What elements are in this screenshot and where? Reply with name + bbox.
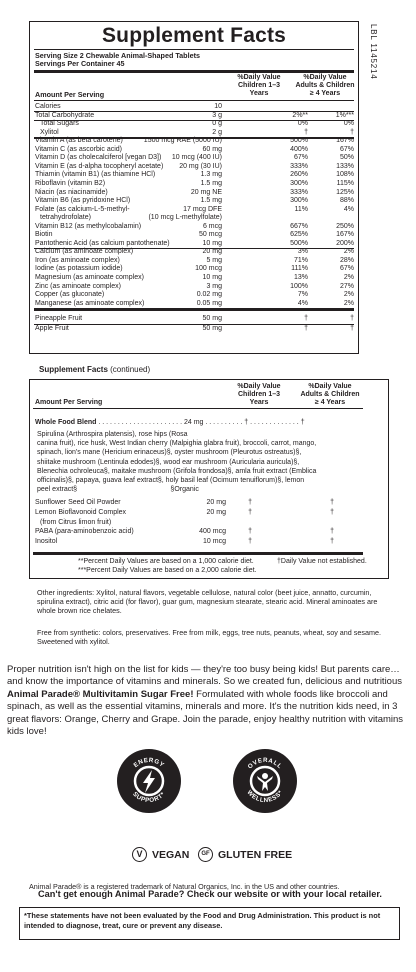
nutrient-amount: 10 mg — [202, 239, 222, 247]
nutrient-name: Total Sugars — [40, 120, 79, 128]
dv-adults: 2% — [343, 291, 354, 299]
nutrient-name: Biotin — [35, 231, 53, 239]
nutrient-name: Iodine (as potassium iodide) — [35, 265, 123, 273]
nutrient-amount: 1.3 mg — [200, 171, 222, 179]
ingredient-name: Inositol — [35, 538, 58, 546]
footnote-1000: **Percent Daily Values are based on a 1,000 calorie diet. — [78, 558, 254, 565]
dv-adults: 200% — [336, 239, 354, 247]
nutrient-name: Zinc (as aminoate complex) — [35, 282, 121, 290]
nutrient-amount: 20 mg NE — [190, 188, 222, 196]
trademark-statement: Animal Parade® is a registered trademark of Natural Organics, Inc. in the US and other countries. — [29, 882, 340, 891]
dv-adults: 88% — [339, 197, 354, 205]
person-icon — [262, 773, 268, 779]
dv-adults: 67% — [339, 145, 354, 153]
dv-children: 260% — [290, 171, 308, 179]
continued-title: Supplement Facts (continued) — [39, 365, 151, 374]
dv-children: 13% — [293, 274, 308, 281]
dv-children: 300% — [290, 197, 308, 205]
nutrient-amount: 60 mg — [202, 145, 222, 153]
svg-text:OVERALL: OVERALL — [246, 756, 284, 771]
dv-adults: 1%*** — [335, 111, 354, 119]
dv-children: 333% — [290, 162, 308, 170]
dv-children: 667% — [290, 222, 308, 230]
facts-row — [30, 171, 358, 179]
dv-children: 333% — [290, 188, 308, 196]
facts-row — [30, 214, 358, 222]
fruit-dv-children: † — [304, 325, 308, 332]
other-ingredient-row — [30, 509, 370, 517]
nutrient-amount: 20 mg — [202, 248, 222, 256]
dv-children: 2%** — [292, 111, 308, 119]
fruit-name: Apple Fruit — [35, 325, 69, 332]
footnote-2000: ***Percent Daily Values are based on a 2,000 calorie diet. — [78, 567, 257, 574]
free-from-statement: Free from synthetic: colors, preservatives. Free from milk, eggs, tree nuts, peanuts, wheat, soy and sesame. Sweetened with xylitol. — [37, 628, 381, 647]
cont-dv-adults-header: %Daily Value Adults & Children ≥ 4 Years — [300, 383, 360, 406]
ingredient-name: PABA (para-aminobenzoic acid) — [35, 528, 134, 536]
dv-children: 11% — [294, 205, 308, 213]
nutrient-name: tetrahydrofolate) — [40, 214, 91, 222]
facts-row — [30, 248, 358, 256]
nutrient-name: Vitamin D (as cholecalciferol [vegan D3]) — [35, 154, 162, 162]
servings-per-container: Servings Per Container 45 — [35, 59, 125, 68]
other-ingredient-row — [30, 538, 370, 546]
dv-adults: 67% — [339, 265, 354, 273]
fda-disclaimer: *These statements have not been evaluated by the Food and Drug Administration. This product is not intended to diagnose, treat, cure or prevent any disease. — [24, 911, 381, 930]
facts-row — [30, 180, 358, 188]
nutrient-amount: 0 g — [212, 120, 222, 128]
facts-row — [30, 154, 358, 162]
blend-ingredient-line: Blenechia ochroleuca§, maitake mushroom (Grifola frondosa)§, amla fruit extract (Emblica — [37, 467, 317, 475]
nutrient-name: Calcium (as aminoate complex) — [35, 248, 134, 256]
nutrient-name: Vitamin B6 (as pyridoxine HCl) — [35, 197, 131, 205]
other-ingredient-row — [30, 528, 370, 536]
nutrient-amount: 10 — [214, 103, 222, 110]
dv-children: 400% — [290, 145, 308, 153]
nutrient-name: Calories — [35, 103, 61, 110]
blend-ingredient-line: spinach, lion's mane (Hericium erinaceus)§, oyster mushroom (Pleurotus ostreatus)§, — [37, 449, 302, 457]
nutrient-name: Niacin (as niacinamide) — [35, 188, 108, 196]
nutrient-amount: 10 mcg (400 IU) — [171, 154, 222, 162]
dv-children: 625% — [290, 231, 308, 239]
nutrient-amount: 100 mcg — [195, 265, 222, 273]
other-ingredient-row — [30, 519, 370, 527]
ingredient-dv-children: † — [248, 499, 252, 506]
facts-row — [30, 223, 358, 231]
vegan-label: VEGAN — [152, 849, 190, 861]
blend-ingredient-line: peel extract§ §Organic — [37, 486, 199, 494]
supplement-facts-title: Supplement Facts — [101, 24, 287, 47]
dv-adults-header: %Daily Value Adults & Children ≥ 4 Years — [295, 74, 355, 97]
dv-adults: 50% — [339, 154, 354, 162]
ingredient-dv-children: † — [248, 538, 252, 546]
dv-adults: 27% — [339, 282, 354, 290]
ingredient-name: (from Citrus limon fruit) — [40, 518, 112, 526]
nutrient-amount: 1500 mcg RAE (5000 IU) — [143, 137, 222, 145]
ingredient-dv-adults: † — [330, 538, 334, 546]
dv-children: 71% — [293, 256, 308, 264]
facts-row — [30, 283, 358, 291]
dv-children-header: %Daily Value Children 1–3 Years — [237, 74, 281, 97]
dv-children: 3% — [297, 248, 308, 256]
facts-row — [30, 112, 358, 120]
dv-adults: 133% — [336, 162, 354, 170]
svg-text:SUPPORT*: SUPPORT* — [131, 790, 167, 805]
nutrient-amount: 0.02 mg — [196, 291, 222, 299]
dv-adults: 167% — [336, 231, 354, 239]
blend-ingredient-line: shiitake mushroom (Lentinula edodes)§, wood ear mushroom (Auricularia auricula)§, — [37, 458, 300, 466]
nutrient-name: Folate (as calcium-L-5-methyl- — [35, 205, 130, 213]
dv-adults: 4% — [343, 205, 354, 213]
facts-row — [30, 120, 358, 128]
ingredient-name: Lemon Bioflavonoid Complex — [35, 508, 127, 516]
dv-adults: † — [350, 128, 354, 136]
dv-adults: 2% — [343, 248, 354, 256]
gluten-free-icon: GF — [198, 847, 213, 862]
dv-adults: 2% — [343, 274, 354, 281]
facts-row — [30, 189, 358, 197]
nutrient-amount: 1.5 mg — [200, 179, 222, 187]
facts-row — [30, 137, 358, 145]
supplement-facts-continued-panel — [29, 379, 389, 579]
fruit-dv-adults: † — [350, 315, 354, 322]
dv-children: 7% — [297, 291, 308, 299]
fruit-name: Pineapple Fruit — [35, 315, 83, 322]
dv-children: 111% — [291, 265, 308, 273]
nutrient-name: Vitamin A (as beta carotene) — [35, 137, 123, 145]
fruit-row — [30, 315, 358, 323]
serving-size: Serving Size 2 Chewable Animal-Shaped Tablets — [35, 51, 200, 60]
footnote-not-established: †Daily Value not established. — [277, 558, 367, 565]
facts-row — [30, 291, 358, 299]
facts-row — [30, 206, 358, 214]
vegan-icon: V — [132, 847, 147, 862]
lightning-icon — [143, 770, 155, 793]
fruit-dv-children: † — [304, 315, 308, 322]
energy-support-badge — [117, 749, 181, 813]
ingredient-amount: 20 mg — [206, 508, 226, 516]
nutrient-amount: 3 g — [212, 111, 222, 119]
fruit-row — [30, 325, 358, 333]
ingredient-dv-children: † — [248, 528, 252, 536]
facts-row — [30, 103, 358, 111]
nutrient-amount: 1.5 mg — [200, 197, 222, 205]
dv-children: 300% — [290, 179, 308, 187]
facts-row — [30, 231, 358, 239]
dv-adults: 0% — [343, 120, 354, 128]
ingredient-dv-children: † — [248, 508, 252, 516]
call-to-action: Can't get enough Animal Parade? Check our website or with your local retailer. — [38, 889, 382, 899]
dv-children: 500% — [290, 137, 308, 145]
nutrient-amount: 50 mcg — [199, 231, 222, 239]
nutrient-name: Vitamin E (as d-alpha tocopheryl acetate) — [35, 162, 164, 170]
facts-row — [30, 146, 358, 154]
nutrient-name: Copper (as gluconate) — [35, 291, 105, 299]
whole-food-blend-row: Whole Food Blend . . . . . . . . . . . . . . . . . . . . . . 24 mg . . . . . . . . . . † . . . . . . . . . . . . . † — [35, 419, 305, 426]
fruit-amount: 50 mg — [202, 315, 222, 322]
dv-adults: 167% — [336, 137, 354, 145]
nutrient-name: Pantothenic Acid (as calcium pantothenate) — [35, 239, 170, 247]
ingredient-amount: 400 mcg — [199, 528, 226, 536]
blend-ingredient-line: officinalis)§, papaya, guava leaf extract§, holy basil leaf (Ocimum tenuiflorum)§, lemon — [37, 477, 305, 484]
nutrient-amount: 3 mg — [206, 282, 222, 290]
ingredient-amount: 10 mcg — [203, 538, 226, 546]
facts-row — [30, 274, 358, 282]
facts-row — [30, 240, 358, 248]
ingredient-dv-adults: † — [330, 499, 334, 506]
dv-children: 0% — [297, 120, 308, 128]
supplement-facts-panel — [29, 21, 359, 354]
cont-dv-children-header: %Daily Value Children 1–3 Years — [237, 383, 281, 406]
dv-adults: 108% — [336, 171, 354, 179]
dv-adults: 115% — [336, 179, 354, 187]
fruit-dv-adults: † — [350, 325, 354, 332]
ingredient-amount: 20 mg — [206, 499, 226, 506]
facts-row — [30, 265, 358, 273]
dv-children: † — [304, 128, 308, 136]
ingredient-name: Sunflower Seed Oil Powder — [35, 499, 121, 506]
nutrient-name: Thiamin (vitamin B1) (as thiamine HCl) — [35, 171, 156, 179]
marketing-paragraph: Proper nutrition isn't high on the list for kids — they're too busy being kids! But parents care… and know the importance of vitamins and minerals. So we created fun, delicious and nutritious Animal Parade® Multivitamin Sugar Free! Formulated with whole foods like broccoli and spinach, as well as the essential vitamins, minerals and more. It's the nutrition kids need, in 3 great flavors: Orange, Cherry and Grape. Join the parade, enjoy healthy nutrition with vitamins kids love! — [7, 664, 404, 738]
facts-row — [30, 163, 358, 171]
nutrient-amount: 10 mg — [202, 274, 222, 281]
nutrient-name: Vitamin B12 (as methylcobalamin) — [35, 222, 142, 230]
nutrient-amount: (10 mcg L-methylfolate) — [148, 214, 222, 222]
dv-children: 67% — [293, 154, 308, 162]
dv-children: 500% — [290, 239, 308, 247]
gluten-free-label: GLUTEN FREE — [218, 849, 293, 861]
nutrient-name: Magnesium (as aminoate complex) — [35, 274, 144, 281]
nutrient-amount: 0.05 mg — [196, 299, 222, 307]
dv-adults: 2% — [343, 299, 354, 307]
blend-ingredient-line: canina fruit), rice husk, West Indian cherry (Malpighia glabra fruit), broccoli, carrot, mango, — [37, 440, 317, 448]
dv-children: 100% — [290, 282, 308, 290]
svg-text:ENERGY: ENERGY — [132, 756, 166, 770]
nutrient-amount: 5 mg — [206, 256, 222, 264]
nutrient-name: Vitamin C (as ascorbic acid) — [35, 145, 123, 153]
amount-per-serving-header: Amount Per Serving — [35, 90, 105, 99]
facts-row — [30, 257, 358, 265]
other-ingredients: Other ingredients: Xylitol, natural flavors, vegetable cellulose, natural color (beet juice, annatto, curcumin, spirulina extract), citric acid (for flavor), guar gum, magnesium stearate, stearic acid. Mineral aminoates are whole brown rice chelates. — [37, 588, 378, 616]
fruit-amount: 50 mg — [202, 325, 222, 332]
nutrient-amount: 20 mg (30 IU) — [179, 162, 222, 170]
nutrient-name: Manganese (as aminoate complex) — [35, 299, 145, 307]
svg-text:WELLNESS*: WELLNESS* — [245, 789, 285, 805]
fda-disclaimer-box — [19, 907, 400, 940]
dv-children: 4% — [297, 299, 308, 307]
blend-ingredient-line: Spirulina (Arthrospira platensis), rose hips (Rosa — [37, 431, 188, 438]
overall-wellness-badge — [233, 749, 297, 813]
nutrient-amount: 2 g — [212, 128, 222, 136]
dv-adults: 125% — [336, 188, 354, 196]
dv-adults: 250% — [336, 222, 354, 230]
nutrient-name: Xylitol — [40, 128, 59, 136]
ingredient-dv-adults: † — [330, 528, 334, 536]
ingredient-dv-adults: † — [330, 508, 334, 516]
dv-adults: 28% — [339, 256, 354, 264]
nutrient-amount: 17 mcg DFE — [183, 205, 222, 213]
facts-row — [30, 129, 358, 137]
nutrient-name: Riboflavin (vitamin B2) — [35, 179, 106, 187]
facts-row — [30, 197, 358, 205]
cont-amount-header: Amount Per Serving — [35, 399, 103, 406]
nutrient-name: Total Carbohydrate — [35, 111, 95, 119]
nutrient-amount: 6 mcg — [202, 222, 222, 230]
other-ingredient-row — [30, 499, 370, 507]
facts-row — [30, 300, 358, 308]
label-code: LBL 1145214 — [369, 24, 378, 80]
nutrient-name: Iron (as aminoate complex) — [35, 256, 120, 264]
